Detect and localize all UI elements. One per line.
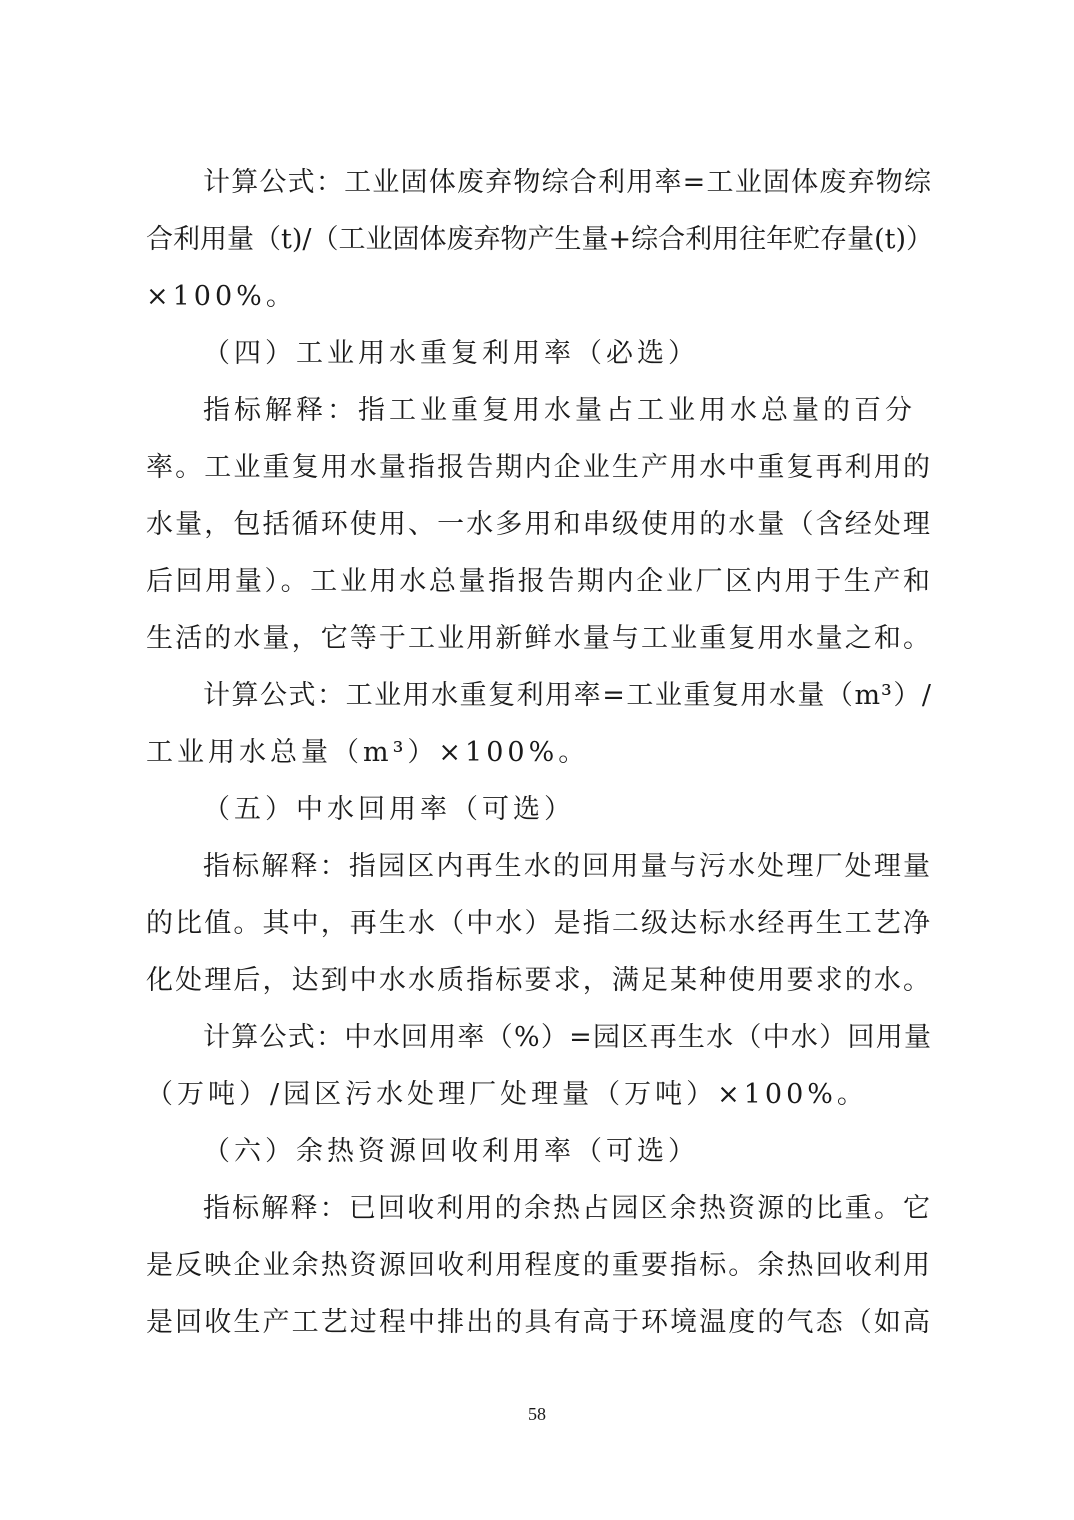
text-line: 的比值。其中，再生水（中水）是指二级达标水经再生工艺净 <box>146 908 932 939</box>
text-line: 计算公式：中水回用率（%）=园区再生水（中水）回用量 <box>203 1022 932 1053</box>
page-number: 58 <box>528 1404 546 1424</box>
text-line: 水量，包括循环使用、一水多用和串级使用的水量（含经处理 <box>146 509 932 540</box>
text-line: 工业用水总量（m³）×100%。 <box>146 737 590 768</box>
text-line: 生活的水量，它等于工业用新鲜水量与工业重复用水量之和。 <box>146 623 932 654</box>
section-heading: （五）中水回用率（可选） <box>203 794 575 825</box>
text-line: 是回收生产工艺过程中排出的具有高于环境温度的气态（如高 <box>146 1307 932 1338</box>
text-line: ×100%。 <box>146 281 297 312</box>
text-line: 率。工业重复用水量指报告期内企业生产用水中重复再利用的 <box>146 452 932 483</box>
text-line: 计算公式：工业用水重复利用率=工业重复用水量（m³）/ <box>203 680 932 711</box>
text-line: 指标解释：指工业重复用水量占工业用水总量的百分 <box>203 395 916 426</box>
text-line: 指标解释：已回收利用的余热占园区余热资源的比重。它 <box>203 1193 932 1224</box>
text-line: 化处理后，达到中水水质指标要求，满足某种使用要求的水。 <box>146 965 932 996</box>
text-line: 计算公式：工业固体废弃物综合利用率=工业固体废弃物综 <box>203 167 932 198</box>
section-heading: （六）余热资源回收利用率（可选） <box>203 1136 699 1167</box>
text-line: 是反映企业余热资源回收利用程度的重要指标。余热回收利用 <box>146 1250 932 1281</box>
text-line: （万吨）/园区污水处理厂处理量（万吨）×100%。 <box>146 1079 868 1110</box>
text-line: 合利用量（t)/（工业固体废弃物产生量+综合利用往年贮存量(t)） <box>146 224 934 255</box>
section-heading: （四）工业用水重复利用率（必选） <box>203 338 699 369</box>
text-line: 指标解释：指园区内再生水的回用量与污水处理厂处理量 <box>203 851 932 882</box>
text-line: 后回用量）。工业用水总量指报告期内企业厂区内用于生产和 <box>146 566 932 597</box>
